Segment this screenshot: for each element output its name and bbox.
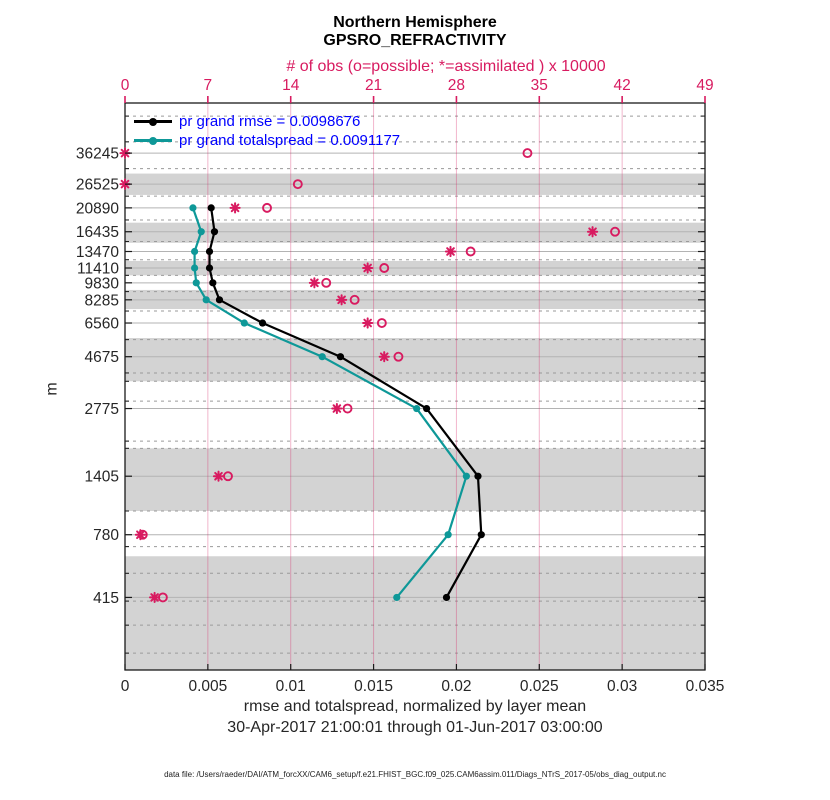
y-tick-label: 2775: [84, 401, 119, 419]
assimilated-asterisk: [363, 263, 372, 272]
y-tick-label: 36245: [75, 145, 119, 163]
y-axis-label: m: [43, 382, 61, 396]
legend: [134, 112, 400, 150]
y-tick-label: 11410: [77, 260, 119, 278]
top-tick-label: 14: [282, 77, 300, 94]
bottom-tick-label: 0.02: [441, 678, 472, 695]
y-tick-label: 16435: [75, 224, 119, 242]
y-tick-label: 1405: [84, 468, 119, 486]
top-tick-label: 49: [696, 77, 714, 94]
y-tick-label: 4675: [84, 349, 119, 367]
top-tick-label: 28: [447, 77, 466, 94]
assimilated-asterisk: [332, 404, 341, 413]
bottom-tick-label: 0.015: [354, 678, 393, 695]
totalspread-legend-label: pr grand totalspread = 0.0091177: [179, 132, 401, 149]
chart-title-line2: GPSRO_REFRACTIVITY: [323, 32, 507, 49]
legend-row-totalspread: [134, 131, 400, 150]
bottom-tick-label: 0.005: [188, 678, 228, 695]
assimilated-asterisk: [337, 295, 346, 304]
y-tick-label: 13470: [75, 244, 119, 262]
assimilated-asterisk: [230, 203, 239, 212]
bottom-tick-label: 0.025: [519, 678, 559, 695]
assimilated-asterisk: [150, 593, 159, 602]
bottom-tick-label: 0: [120, 678, 130, 695]
assimilated-asterisk: [214, 472, 223, 481]
y-tick-label: 9830: [84, 275, 119, 293]
assimilated-asterisk: [363, 318, 372, 327]
date-range-label: 30-Apr-2017 21:00:01 through 01-Jun-2017 03:00:00: [227, 719, 603, 736]
top-tick-label: 0: [120, 77, 130, 94]
shaded-bands: [125, 174, 705, 670]
assimilated-asterisk: [588, 227, 597, 236]
bottom-tick-label: 0.03: [607, 678, 638, 695]
y-tick-label: 780: [93, 527, 119, 545]
top-axis-label: # of obs (o=possible; *=assimilated ) x 10000: [286, 58, 606, 75]
bottom-tick-label: 0.035: [685, 678, 725, 695]
top-tick-label: 21: [364, 77, 383, 94]
totalspread-line-sample: [134, 136, 172, 145]
y-tick-label: 415: [93, 589, 119, 607]
assimilated-asterisk: [136, 530, 145, 539]
bottom-tick-label: 0.01: [275, 678, 306, 695]
assimilated-asterisk: [446, 247, 455, 256]
top-tick-label: 7: [203, 77, 213, 94]
assimilated-asterisk: [380, 352, 389, 361]
legend-row-rmse: [134, 112, 400, 131]
y-tick-label: 6560: [84, 315, 119, 333]
chart-title-line1: Northern Hemisphere: [333, 14, 497, 31]
data-file-path: data file: /Users/raeder/DAI/ATM_forcXX/CAM6_setup/f.e21.FHIST_BGC.f09_025.CAM6assim.011/Diags_NTrS_2017-05/obs_diag_output.nc: [164, 770, 666, 779]
y-tick-label: 8285: [84, 292, 119, 310]
top-tick-label: 35: [530, 77, 548, 94]
y-tick-label: 20890: [75, 200, 119, 218]
top-tick-label: 42: [613, 77, 631, 94]
y-tick-label: 26525: [75, 176, 119, 194]
rmse-line-sample: [134, 117, 172, 126]
rmse-legend-label: pr grand rmse = 0.0098676: [179, 113, 361, 130]
assimilated-asterisk: [310, 278, 319, 287]
bottom-axis-label: rmse and totalspread, normalized by layer mean: [243, 698, 587, 715]
